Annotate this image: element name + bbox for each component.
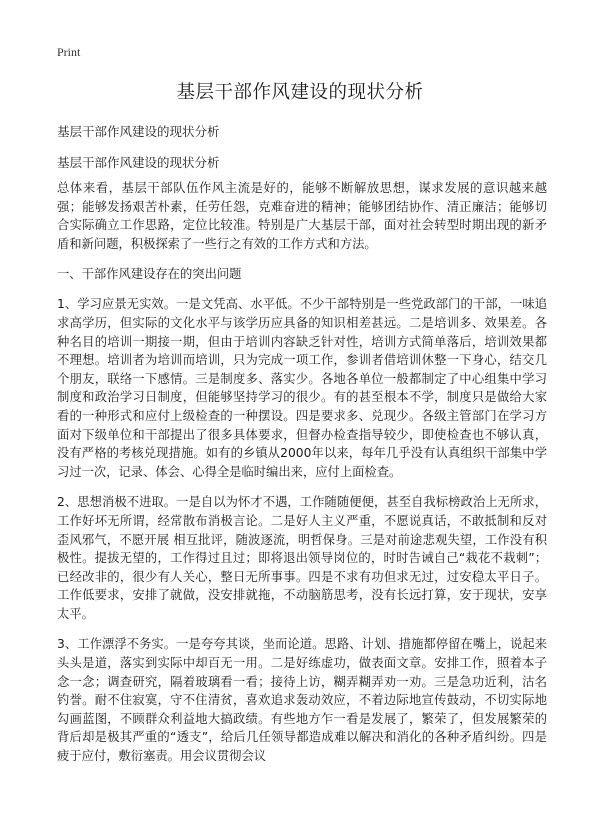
subtitle-line-1: 基层干部作风建设的现状分析 — [57, 124, 220, 139]
page-title: 基层干部作风建设的现状分析 — [176, 82, 424, 103]
article-body — [57, 179, 547, 766]
paragraph-thinking: 2、思想消极不进取。一是自以为怀才不遇，工作随随便便，甚至自我标榜政治上无所求，工作好坏无所谓，经常散布消极言论。二是好人主义严重，不愿说真话，不敢抵制和反对歪风邪气，不愿开展 相互批评，随波逐流，明哲保身。三是对前途悲观失望，工作没有积极性。提拔无望的，工作得过且过；即将退出领导岗位的，时时告诫自己“栽花不栽刺”；已经改非的，很少有人关心，整日无所事事。四是不求有功但求无过，过安稳太平日子。工作低要求，安排了就做，没安排就拖，不动脑筋思考，没有长远打算，安于现状，安享太平。 — [57, 495, 547, 621]
paragraph-overview: 总体来看，基层干部队伍作风主流是好的，能够不断解放思想，谋求发展的意识越来越强；能够发扬艰苦朴素，任劳任怨，克难奋进的精神；能够团结协作、清正廉洁；能够切合实际确立工作思路，定位比较准。特别是广大基层干部，面对社会转型时期出现的新矛盾和新问题，积极探索了一些行之有效的工作方式和方法。 — [57, 181, 547, 251]
section-heading: 一、干部作风建设存在的突出问题 — [57, 267, 242, 282]
subtitle-line-2: 基层干部作风建设的现状分析 — [57, 155, 220, 170]
paragraph-learning: 1、学习应景无实效。一是文凭高、水平低。不少干部特别是一些党政部门的干部，一味追求高学历，但实际的文化水平与该学历应具备的知识相差甚远。二是培训多、效果差。各种名目的培训一期接一期，但由于培训内容缺乏针对性，培训方式简单落后，培训效果都不理想。培训者为培训而培训，只为完成一项工作，参训者借培训休整一下身心，结交几个朋友，联络一下感情。三是制度多、落实少。各地各单位一般都制定了中心组集中学习制度和政治学习日制度，但能够坚持学习的很少。有的甚至根本不学，制度只是做给大家看的一种形式和应付上级检查的一种摆设。四是要求多、兑现少。各级主管部门在学习方面对下级单位和干部提出了很多具体要求，但督办检查指导较少，即使检查也不够认真，没有严格的考核兑现措施。如有的乡镇从2000年以来，每年几乎没有认真组织干部集中学习过一次，记录、体会、心得全是临时编出来，应付上面检查。 — [57, 297, 547, 479]
paragraph-work: 3、工作漂浮不务实。一是夸夸其谈，坐而论道。思路、计划、措施都停留在嘴上，说起来头头是道，落实到实际中却百无一用。二是好练虚功，做表面文章。安排工作，照着本子念一念；调查研究，隔着玻璃看一看；接待上访，糊弄糊弄劝一劝。三是急功近利，沽名钓誉。耐不住寂寞，守不住清贫，喜欢追求轰动效应，不着边际地宣传鼓动，不切实际地勾画蓝图，不顾群众利益地大搞政绩。有些地方乍一看是发展了，繁荣了，但发展繁荣的背后却是极其严重的“透支”，给后几任领导都造成难以解决和消化的各种矛盾纠纷。四是疲于应付，敷衍塞责。用会议贯彻会议 — [57, 637, 547, 764]
print-link[interactable]: Print — [57, 45, 81, 59]
